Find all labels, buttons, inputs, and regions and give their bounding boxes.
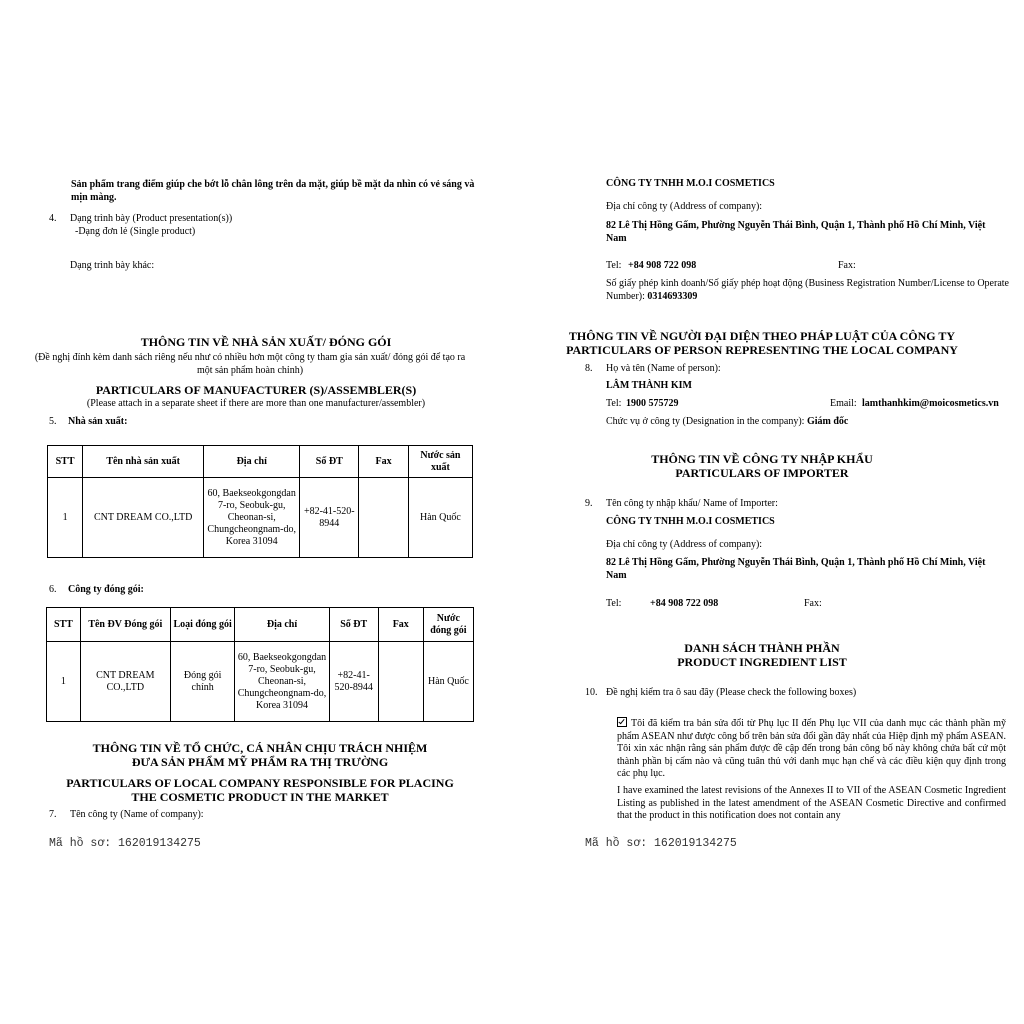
importer-heading-en: PARTICULARS OF IMPORTER <box>675 466 849 480</box>
document-code-footer: Mã hồ sơ: 162019134275 <box>49 837 201 850</box>
table-cell: CNT DREAM CO.,LTD <box>80 642 170 722</box>
table-header: Nước đóng gói <box>423 608 473 642</box>
table-cell: CNT DREAM CO.,LTD <box>83 478 204 558</box>
table-header: Địa chỉ <box>204 446 300 478</box>
document-code-footer: Mã hồ sơ: 162019134275 <box>585 837 737 850</box>
item8-number: 8. <box>585 363 593 374</box>
table-header: STT <box>47 608 81 642</box>
person-tel-label: Tel: <box>606 398 622 409</box>
designation-block <box>606 416 848 429</box>
designation-value: Giám đốc <box>806 416 849 427</box>
importer-address-value: 82 Lê Thị Hồng Gấm, Phường Nguyễn Thái Bình, Quận 1, Thành phố Hồ Chí Minh, Việt Nam <box>606 557 986 581</box>
table-header-row <box>48 446 473 478</box>
address-label: Địa chỉ công ty (Address of company): <box>606 201 763 212</box>
person-tel-value: 1900 575729 <box>626 398 679 409</box>
address-value: 82 Lê Thị Hồng Gấm, Phường Nguyễn Thái Bình, Quận 1, Thành phố Hồ Chí Minh, Việt Nam <box>606 220 986 244</box>
check-paragraph-vi <box>617 717 1006 781</box>
table-header: Fax <box>378 608 423 642</box>
person-name: LÂM THÀNH KIM <box>606 380 692 391</box>
email-value: lamthanhkim@moicosmetics.vn <box>862 398 999 409</box>
table-header: Tên ĐV Đóng gói <box>80 608 170 642</box>
local-heading-vi-2: ĐƯA SẢN PHẨM MỸ PHẨM RA THỊ TRƯỜNG <box>131 755 389 769</box>
table-cell: Hàn Quốc <box>408 478 472 558</box>
email-label: Email: <box>830 398 857 409</box>
packer-table <box>46 607 474 722</box>
importer-address-label: Địa chỉ công ty (Address of company): <box>606 539 763 550</box>
item7-label: Tên công ty (Name of company): <box>70 809 204 820</box>
table-cell: 60, Baekseokgongdan 7-ro, Seobuk-gu, Cheonan-si, Chungcheongnam-do, Korea 31094 <box>204 478 300 558</box>
item9-number: 9. <box>585 498 593 509</box>
table-header: Số ĐT <box>300 446 359 478</box>
item6-number: 6. <box>49 584 57 595</box>
right-page <box>512 0 1024 1024</box>
table-header: Loại đóng gói <box>170 608 235 642</box>
table-cell: 1 <box>47 642 81 722</box>
company-name: CÔNG TY TNHH M.O.I COSMETICS <box>606 178 775 189</box>
item4-number: 4. <box>49 213 57 224</box>
license-label: Số giấy phép kinh doanh/Số giấy phép hoạt động (Business Registration Number/License to Operate Number): <box>606 278 1009 302</box>
item5-number: 5. <box>49 416 57 427</box>
table-cell: Đóng gói chính <box>170 642 235 722</box>
item10-number: 10. <box>585 687 598 698</box>
other-presentation-label: Dạng trình bày khác: <box>70 260 155 271</box>
importer-fax-label: Fax: <box>804 598 822 609</box>
fax-label: Fax: <box>838 260 856 271</box>
item9-label: Tên công ty nhập khẩu/ Name of Importer: <box>606 498 778 509</box>
local-heading-en-1: PARTICULARS OF LOCAL COMPANY RESPONSIBLE FOR PLACING <box>66 776 454 790</box>
importer-name: CÔNG TY TNHH M.O.I COSMETICS <box>606 516 775 527</box>
item7-number: 7. <box>49 809 57 820</box>
license-block <box>606 278 1011 303</box>
table-cell: Hàn Quốc <box>423 642 473 722</box>
tel-value: +84 908 722 098 <box>628 260 697 271</box>
table-header: Tên nhà sản xuất <box>83 446 204 478</box>
local-heading-vi-1: THÔNG TIN VỀ TỔ CHỨC, CÁ NHÂN CHỊU TRÁCH NHIỆM <box>92 741 428 755</box>
item6-label: Công ty đóng gói: <box>68 584 144 595</box>
table-header-row <box>47 608 474 642</box>
checked-checkbox-icon[interactable] <box>617 717 627 727</box>
table-cell <box>378 642 423 722</box>
table-row <box>47 642 474 722</box>
ingredient-heading-vi: DANH SÁCH THÀNH PHẦN <box>684 641 840 655</box>
table-header: Fax <box>359 446 409 478</box>
table-cell <box>359 478 409 558</box>
manufacturer-heading-vi: THÔNG TIN VỀ NHÀ SẢN XUẤT/ ĐÓNG GÓI <box>140 335 392 349</box>
item5-label: Nhà sản xuất: <box>68 416 128 427</box>
check-text-en: I have examined the latest revisions of the Annexes II to VII of the ASEAN Cosmetic Ingredient Listing as published in the latest amendment of the ASEAN Cosmetic Directive and confirmed that the product in this notification does not contain any <box>617 785 1006 821</box>
check-text-vi: Tôi đã kiểm tra bản sửa đổi từ Phụ lục II đến Phụ lục VII của danh mục các thành phần mỹ phẩm ASEAN như được công bố trên bản sửa đổi gần đây nhất của Hiệp định mỹ phẩm ASEAN. Tôi xin xác nhận rằng sản phẩm được đề cập đến trong bản công bố này không chứa bất cứ một thành phần bị cấm nào và cũng tuân thủ với danh mục hạn chế và các điều kiện quy định trong các phụ lục. <box>617 718 1006 779</box>
manufacturer-note-vi: (Đề nghị đính kèm danh sách riêng nếu như có nhiều hơn một công ty tham gia sản xuất/ đóng gói để tạo ra một sản phẩm hoàn chỉnh) <box>34 352 466 376</box>
table-header: Nước sản xuất <box>408 446 472 478</box>
table-cell: 1 <box>48 478 83 558</box>
product-description: Sản phẩm trang điểm giúp che bớt lỗ chân lông trên da mặt, giúp bề mặt da nhìn có vẻ sáng và mịn màng. <box>71 179 475 203</box>
table-cell: +82-41-520-8944 <box>300 478 359 558</box>
item8-label: Họ và tên (Name of person): <box>606 363 721 374</box>
importer-tel-value: +84 908 722 098 <box>650 598 719 609</box>
rep-heading-vi: THÔNG TIN VỀ NGƯỜI ĐẠI DIỆN THEO PHÁP LUẬT CỦA CÔNG TY <box>568 329 956 343</box>
designation-label: Chức vụ ở công ty (Designation in the company): <box>606 416 805 427</box>
table-header: STT <box>48 446 83 478</box>
item4-label: Dạng trình bày (Product presentation(s)) <box>70 213 233 224</box>
table-cell: +82-41-520-8944 <box>329 642 378 722</box>
ingredient-heading-en: PRODUCT INGREDIENT LIST <box>677 655 847 669</box>
table-header: Số ĐT <box>329 608 378 642</box>
manufacturer-heading-en: PARTICULARS OF MANUFACTURER (S)/ASSEMBLER(S) <box>95 383 417 397</box>
importer-tel-label: Tel: <box>606 598 622 609</box>
rep-heading-en: PARTICULARS OF PERSON REPRESENTING THE LOCAL COMPANY <box>566 343 958 357</box>
importer-heading-vi: THÔNG TIN VỀ CÔNG TY NHẬP KHẨU <box>651 452 873 466</box>
table-cell: 60, Baekseokgongdan 7-ro, Seobuk-gu, Cheonan-si, Chungcheongnam-do, Korea 31094 <box>235 642 329 722</box>
manufacturer-table <box>47 445 473 558</box>
license-value: 0314693309 <box>647 290 698 302</box>
item4-value: -Dạng đơn lẻ (Single product) <box>75 226 196 237</box>
manufacturer-note-en: (Please attach in a separate sheet if there are more than one manufacturer/assembler) <box>86 398 426 409</box>
tel-label: Tel: <box>606 260 622 271</box>
item10-label: Đề nghị kiểm tra ô sau đây (Please check the following boxes) <box>606 687 857 698</box>
table-row <box>48 478 473 558</box>
local-heading-en-2: THE COSMETIC PRODUCT IN THE MARKET <box>131 790 389 804</box>
table-header: Địa chỉ <box>235 608 329 642</box>
